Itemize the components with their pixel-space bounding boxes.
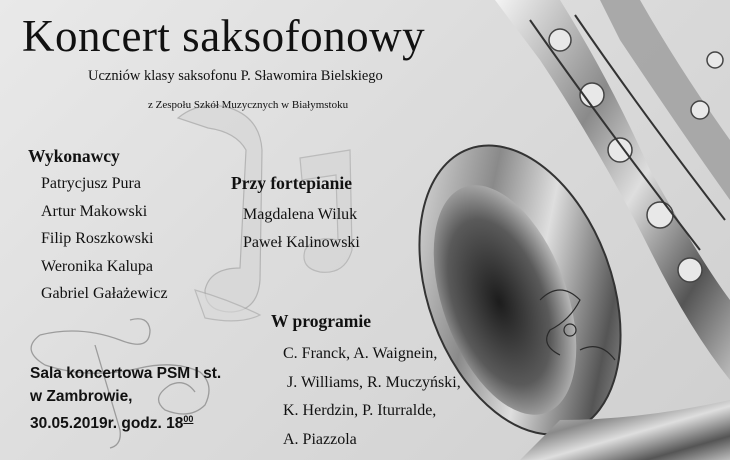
performers-list (41, 170, 168, 308)
venue-hall: Sala koncertowa PSM I st. (30, 365, 222, 382)
program-item: J. Williams, R. Muczyński, (287, 373, 461, 391)
performer-name: Artur Makowski (41, 202, 148, 220)
performer-name: Gabriel Gałażewicz (41, 285, 168, 302)
pianist-name: Magdalena Wiluk (243, 206, 358, 223)
performer-name: Filip Roszkowski (41, 230, 154, 247)
pianists-list (243, 201, 360, 257)
poster-title: Koncert saksofonowy (22, 11, 426, 61)
program-item: K. Herdzin, P. Iturralde, (283, 402, 437, 419)
performers-heading: Wykonawcy (28, 146, 120, 166)
program-heading: W programie (271, 311, 371, 331)
time-minutes: 00 (183, 414, 194, 424)
venue-datetime (30, 408, 221, 435)
pianist-name: Paweł Kalinowski (243, 234, 360, 251)
program-item: C. Franck, A. Waignein, (283, 345, 438, 362)
performer-name: Weronika Kalupa (41, 257, 153, 275)
program-list (283, 340, 461, 454)
date-hour: 30.05.2019r. godz. 18 (30, 415, 184, 433)
venue-info (30, 362, 221, 435)
subtitle-school: z Zespołu Szkół Muzycznych w Białymstoku (148, 99, 349, 111)
venue-town: w Zambrowie, (30, 388, 133, 405)
program-item: A. Piazzola (283, 430, 357, 448)
performer-name: Patrycjusz Pura (41, 175, 141, 192)
piano-heading: Przy fortepianie (231, 173, 352, 193)
subtitle-teacher: Uczniów klasy saksofonu P. Sławomira Bielskiego (88, 68, 383, 84)
